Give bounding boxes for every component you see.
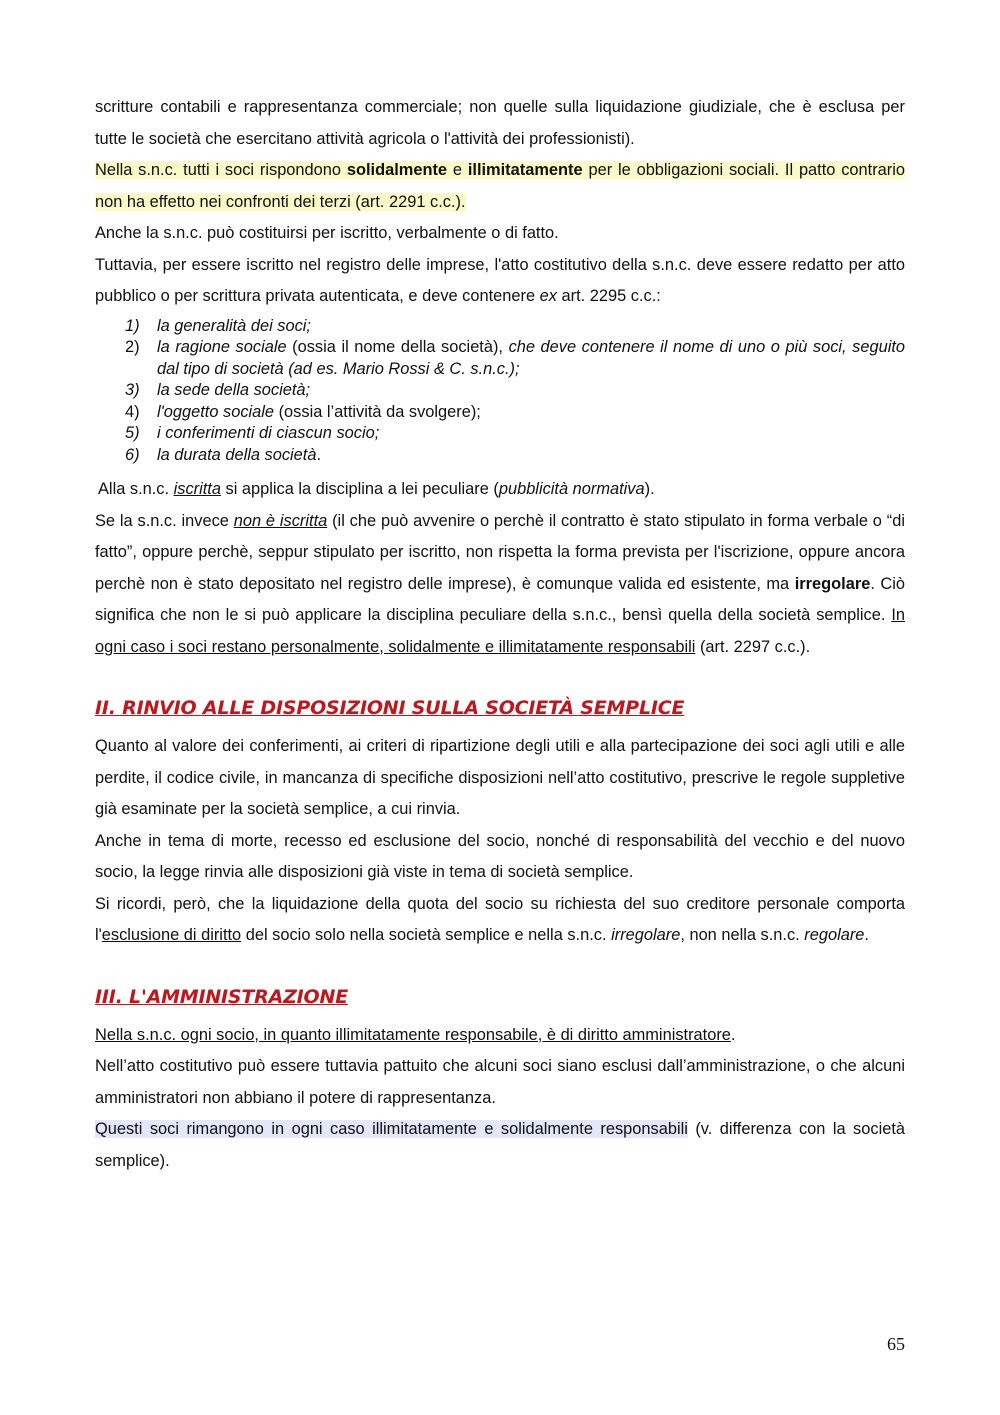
- list-item: 3) la sede della società;: [125, 381, 311, 399]
- paragraph-registered: Alla s.n.c. iscritta si applica la disciplina a lei peculiare (pubblicità normativa).: [98, 480, 655, 498]
- list-item: 2) la ragione sociale (ossia il nome della società), che deve contenere il nome di uno o più soci, seguito dal tipo di società (ad es. Mario Rossi & C. s.n.c.);: [125, 338, 905, 378]
- section-heading: III. L'AMMINISTRAZIONE: [95, 985, 348, 1008]
- list-item: 5) i conferimenti di ciascun socio;: [125, 424, 380, 442]
- paragraph-constitution: Anche la s.n.c. può costituirsi per iscritto, verbalmente o di fatto.: [95, 224, 559, 242]
- paragraph-administrator: Nella s.n.c. ogni socio, in quanto illimitatamente responsabile, è di diritto amministratore.: [95, 1025, 736, 1044]
- requirements-list: [95, 316, 905, 467]
- paragraph-contributions: Quanto al valore dei conferimenti, ai criteri di ripartizione degli utili e alla partecipazione dei soci agli utili e alle perdite, il codice civile, in mancanza di specifiche disposizioni nell’atto costitutivo, prescrive le regole suppletive già esaminate per la società semplice, a cui rinvia.: [95, 737, 905, 818]
- list-item: 4) l'oggetto sociale (ossia l’attività da svolgere);: [125, 402, 481, 421]
- page-number: 65: [887, 1334, 905, 1354]
- paragraph-responsibility: Questi soci rimangono in ogni caso illimitatamente e solidalmente responsabili (v. differenza con la società semplice).: [95, 1120, 905, 1170]
- paragraph-exclusion: Si ricordi, però, che la liquidazione della quota del socio su richiesta del suo creditore personale comporta l'esclusione di diritto del socio solo nella società semplice e nella s.n.c. irregolare, non nella s.n.c. regolare.: [95, 894, 905, 944]
- paragraph-liquidation: scritture contabili e rappresentanza commerciale; non quelle sulla liquidazione giudiziale, che è esclusa per tutte le società che esercitano attività agricola o l'attività dei professionisti).: [95, 98, 905, 148]
- paragraph-exclusion-admin: Nell’atto costitutivo può essere tuttavia pattuito che alcuni soci siano esclusi dall’amministrazione, o che alcuni amministratori non abbiano il potere di rappresentanza.: [95, 1057, 905, 1107]
- paragraph-unregistered: Se la s.n.c. invece non è iscritta (il che può avvenire o perchè il contratto è stato stipulato in forma verbale o “di fatto”, oppure perchè, seppur stipulato per iscritto, non rispetta la forma prevista per l'iscrizione, oppure ancora perchè non è stato depositato nel registro delle imprese), è comunque valida ed esistente, ma irregolare. Ciò significa che non le si può applicare la disciplina peculiare della s.n.c., bensì quella della società semplice. In ogni caso i soci restano personalmente, solidalmente e illimitatamente responsabili (art. 2297 c.c.).: [95, 511, 905, 656]
- section-heading: II. RINVIO ALLE DISPOSIZIONI SULLA SOCIETÀ SEMPLICE: [95, 697, 685, 719]
- document-page: [95, 92, 905, 1177]
- highlight-liability: Nella s.n.c. tutti i soci rispondono solidalmente e illimitatamente per le obbligazioni sociali. Il patto contrario non ha effetto nei confronti dei terzi (art. 2291 c.c.).: [95, 161, 906, 211]
- paragraph-registration: Tuttavia, per essere iscritto nel registro delle imprese, l'atto costitutivo della s.n.c. deve essere redatto per atto pubblico o per scrittura privata autenticata, e deve contenere ex art. 2295 c.c.:: [95, 255, 905, 305]
- paragraph-liability: [95, 155, 905, 218]
- paragraph-death-withdrawal: Anche in tema di morte, recesso ed esclusione del socio, nonché di responsabilità del vecchio e del nuovo socio, la legge rinvia alle disposizioni già viste in tema di società semplice.: [95, 831, 905, 881]
- list-item: 1) la generalità dei soci;: [125, 316, 311, 335]
- list-item: 6) la durata della società.: [125, 445, 322, 464]
